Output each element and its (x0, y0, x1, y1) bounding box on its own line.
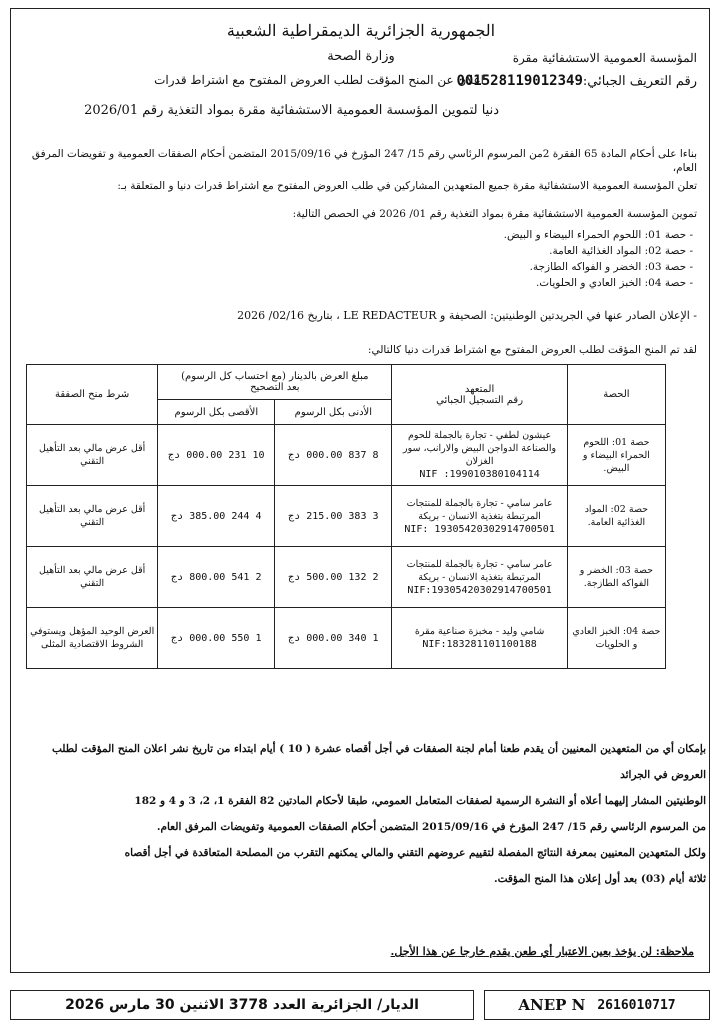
tax-id (456, 73, 697, 89)
table-row (27, 425, 666, 486)
anep-number: 2616010717 (597, 997, 676, 1013)
announcement-paragraph: تعلن المؤسسة العمومية الاستشفائية مقرة جميع المتعهدين المشاركين في طلب العروض المفتوح مع اشتراط قدرات دنيا و المتعلقة بـ: (117, 180, 697, 192)
list-item: - حصة 03: الخضر و الفواكه الطازجة. (529, 261, 693, 273)
min-amount-cell: 8 837 000.00 دج (275, 425, 392, 486)
table-intro: لقد تم المنح المؤقت لطلب العروض المفتوح مع اشتراط قدرات دنيا كالتالي: (367, 344, 697, 356)
table-header-row (27, 365, 666, 400)
republic-title: الجمهورية الجزائرية الديمقراطية الشعبية (226, 21, 496, 40)
criterion-cell: أقل عرض مالي بعد التأهيل التقني (27, 425, 158, 486)
lot-cell: حصة 01: اللحوم الحمراء البيضاء و البيض. (567, 425, 665, 486)
header-bidder-line2: رقم التسجيل الجبائي (436, 394, 524, 406)
bidder-name: عيشون لطفي - تجارة بالجملة للحوم والصناعة الدواجن البيض والارانب، سور الغزلان (403, 430, 557, 467)
notice-heading: اعلان عن المنح المؤقت لطلب العروض المفتوح مع اشتراط قدرات (154, 73, 484, 87)
table-row (27, 486, 666, 547)
list-item: - حصة 01: اللحوم الحمراء البيضاء و البيض. (503, 229, 693, 241)
max-amount-cell: 10 231 000.00 دج (158, 425, 275, 486)
header-amount-line2: بعد التصحيح (250, 382, 300, 393)
newspaper-footer: الديار/ الجزائرية العدد 3778 الاثنين 30 مارس 2026 (10, 990, 474, 1020)
bidder-cell (392, 486, 567, 547)
criterion-cell: أقل عرض مالي بعد التأهيل التقني (27, 486, 158, 547)
header-criterion: شرط منح الصفقة (27, 365, 158, 425)
table-row (27, 608, 666, 669)
lot-cell: حصة 04: الخبز العادي و الحلويات (567, 608, 665, 669)
appeal-line: من المرسوم الرئاسي رقم 15/ 247 المؤرخ في 2015/09/16 المتضمن أحكام الصفقات العمومية وتفويضات المرفق العام. (156, 821, 706, 833)
header-max: الأقصى بكل الرسوم (158, 400, 275, 425)
bidder-cell (392, 425, 567, 486)
criterion-cell: أقل عرض مالي بعد التأهيل التقني (27, 547, 158, 608)
bidder-cell (392, 547, 567, 608)
bidder-name: شامي وليد - مخبزة صناعية مقرة (414, 626, 545, 637)
bidder-name: عامر سامي - تجارة بالجملة للمنتجات المرتبطة بتغذية الانسان - بريكة (406, 558, 553, 583)
header-amount-line1: مبلغ العرض بالدينار (مع احتساب كل الرسوم) (181, 371, 369, 382)
table-row (27, 547, 666, 608)
appeal-line: الوطنيتين المشار إليهما أعلاه أو النشرة الرسمية لصفقات المتعامل العمومي، طبقا لأحكام المادتين 82 الفقرة 1، 2، 3 و 4 و 182 (134, 795, 706, 807)
anep-label: ANEP N (518, 996, 586, 1014)
appeal-line: ولكل المتعهدين المعنيين بمعرفة النتائج المفصلة لتقييم عروضهم التقني والمالي يمكنهم التقرب من المصلحة المتعاقدة في أجل أقصاه (124, 847, 706, 859)
bidder-nif: NIF :199010380104114 (419, 469, 540, 480)
ministry-title: وزارة الصحة (327, 49, 395, 64)
max-amount-cell: 4 244 385.00 دج (158, 486, 275, 547)
bidder-nif: NIF: 19305420302914700501 (404, 523, 555, 535)
min-amount-cell: 2 132 500.00 دج (275, 547, 392, 608)
tax-id-value: 001528119012349 (456, 73, 583, 89)
bidder-nif: NIF:19305420302914700501 (407, 584, 552, 596)
appeal-line: ثلاثة أيام (03) بعد أول إعلان هذا المنح المؤقت. (493, 873, 706, 885)
notice-subject: دنيا لتموين المؤسسة العمومية الاستشفائية مقرة بمواد التغذية رقم 2026/01 (84, 103, 499, 118)
tax-id-label: رقم التعريف الجبائي: (582, 74, 697, 89)
header-bidder (392, 365, 567, 425)
min-amount-cell: 3 383 215.00 دج (275, 486, 392, 547)
institution-name: المؤسسة العمومية الاستشفائية مقرة (512, 51, 697, 65)
legal-basis-paragraph: بناءا على أحكام المادة 65 الفقرة 2من المرسوم الرئاسي رقم 15/ 247 المؤرخ في 2015/09/16 المتضمن أحكام الصفقات العمومية و تفويضات المرفق العام، (31, 148, 697, 174)
header-amount (158, 365, 392, 400)
anep-footer (484, 990, 710, 1020)
lots-list (33, 227, 693, 291)
min-amount-cell: 1 340 000.00 دج (275, 608, 392, 669)
max-amount-cell: 2 541 800.00 دج (158, 547, 275, 608)
appeal-paragraph (38, 736, 706, 892)
lot-cell: حصة 03: الخضر و الفواكه الطازجة. (567, 547, 665, 608)
note-line: ملاحظة: لن يؤخذ بعين الاعتبار أي طعن يقدم خارجا عن هذا الأجل. (390, 945, 694, 958)
header-lot: الحصة (567, 365, 665, 425)
publication-line: - الإعلان الصادر عنها في الجريدتين الوطنيتين: الصحيفة و LE REDACTEUR ، بتاريخ 02/16/ 2026 (237, 309, 697, 322)
bidder-nif: NIF:183281101100188 (422, 639, 537, 650)
criterion-cell: العرض الوحيد المؤهل ويستوفي الشروط الاقتصادية المثلى (27, 608, 158, 669)
list-item: - حصة 02: المواد الغذائية العامة. (549, 245, 693, 257)
max-amount-cell: 1 550 000.00 دج (158, 608, 275, 669)
header-bidder-line1: المتعهد (464, 383, 495, 395)
award-table (26, 364, 666, 669)
bidder-name: عامر سامي - تجارة بالجملة للمنتجات المرتبطة بتغذية الانسان - بريكة (406, 497, 553, 522)
appeal-line: بإمكان أي من المتعهدين المعنيين أن يقدم طعنا أمام لجنة الصفقات في أجل أقصاه عشرة ( 10 ) أيام ابتداء من تاريخ نشر اعلان المنح المؤقت لطلب العروض في الجرائد (51, 743, 706, 781)
supply-paragraph: تموين المؤسسة العمومية الاستشفائية مقرة بمواد التغذية رقم 01/ 2026 في الحصص التالية: (292, 208, 697, 220)
lot-cell: حصة 02: المواد الغذائية العامة. (567, 486, 665, 547)
bidder-cell (392, 608, 567, 669)
header-min: الأدنى بكل الرسوم (275, 400, 392, 425)
list-item: - حصة 04: الخبز العادي و الحلويات. (535, 277, 693, 289)
